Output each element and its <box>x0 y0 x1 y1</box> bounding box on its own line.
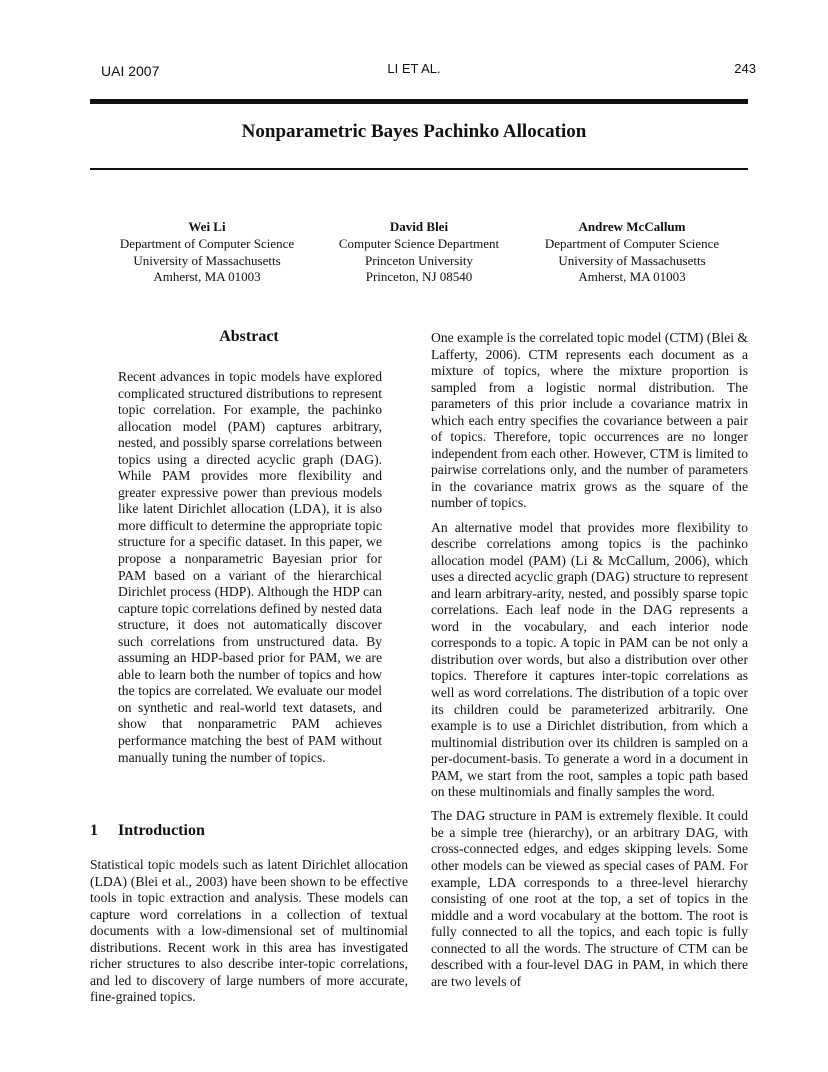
author-name: David Blei <box>389 219 449 234</box>
author-affiliation-line: Princeton, NJ 08540 <box>365 269 473 285</box>
author-name: Andrew McCallum <box>578 219 686 234</box>
author-block <box>309 219 529 286</box>
author-block <box>522 219 742 286</box>
running-header-authors: LI ET AL. <box>387 61 441 76</box>
body-paragraph: One example is the correlated topic model (CTM) (Blei & Lafferty, 2006). CTM represents each document as a mixture of topics, where the mixture proportion is sampled from a logistic normal distribution. The parameters of this prior include a covariance matrix in which each entry specifies the covariance between a pair of topics. Therefore, topic occurrences are no longer independent from each other. However, CTM is limited to pairwise correlations only, and the number of parameters in the covariance matrix grows as the square of the number of topics. <box>431 330 748 511</box>
author-affiliation-line: Department of Computer Science <box>544 235 720 251</box>
title-rule-bottom <box>90 168 748 170</box>
author-affiliation-line: Amherst, MA 01003 <box>578 269 686 285</box>
author-name: Wei Li <box>188 219 226 234</box>
abstract-text: Recent advances in topic models have explored complicated structured distributions to represent topic correlation. For example, the pachinko allocation model (PAM) captures arbitrary, nested, and possibly sparse correlations between topics using a directed acyclic graph (DAG). While PAM provides more flexibility and greater expressive power than previous models like latent Dirichlet allocation (LDA), it is also more difficult to determine the appropriate topic structure for a specific dataset. In this paper, we propose a nonparametric Bayesian prior for PAM based on a variant of the hierarchical Dirichlet process (HDP). Although the HDP can capture topic correlations defined by nested data structure, it does not automatically discover such correlations from unstructured data. By assuming an HDP-based prior for PAM, we are able to learn both the number of topics and how the topics are correlated. We evaluate our model on synthetic and real-world text datasets, and show that nonparametric PAM achieves performance matching the best of PAM without manually tuning the number of topics. <box>118 369 382 765</box>
section-title: Introduction <box>118 822 205 839</box>
body-paragraph: An alternative model that provides more flexibility to describe correlations among topics is the pachinko allocation model (PAM) (Li & McCallum, 2006), which uses a directed acyclic graph (DAG) structure to represent and learn arbitrary-arity, nested, and possibly sparse topic correlations. Each leaf node in the DAG represents a word in the vocabulary, and each interior node corresponds to a topic. A topic in PAM can be not only a distribution over words, but also a distribution over other topics. Therefore it captures inter-topic correlations as well as word correlations. The distribution of a topic over its children could be parameterized arbitrarily. One example is to use a Dirichlet distribution, from which a multinomial distribution over its children is sampled on a per-document-basis. To generate a word in a document in PAM, we start from the root, samples a topic path based on these multinomials and finally samples the word. <box>431 519 748 800</box>
author-affiliation-line: Department of Computer Science <box>119 235 295 251</box>
title-rule-top <box>90 99 748 104</box>
section-heading-introduction <box>90 822 205 840</box>
page-number: 243 <box>734 61 756 76</box>
author-affiliation-line: Amherst, MA 01003 <box>153 269 261 285</box>
running-header-venue: UAI 2007 <box>101 63 160 79</box>
author-block <box>97 219 317 286</box>
introduction-paragraph: Statistical topic models such as latent Dirichlet allocation (LDA) (Blei et al., 2003) have been shown to be effective tools in topic extraction and analysis. These models can capture word correlations in a collection of textual documents with a low-dimensional set of multinomial distributions. Recent work in this area has investigated richer structures to also describe inter-topic correlations, and led to discovery of large numbers of more accurate, fine-grained topics. <box>90 857 408 1005</box>
author-affiliation-line: University of Massachusetts <box>558 252 706 268</box>
section-number: 1 <box>90 822 98 839</box>
author-affiliation-line: Computer Science Department <box>338 235 500 251</box>
paper-title: Nonparametric Bayes Pachinko Allocation <box>241 121 587 142</box>
author-affiliation-line: Princeton University <box>365 252 473 268</box>
body-paragraph: The DAG structure in PAM is extremely flexible. It could be a simple tree (hierarchy), or an arbitrary DAG, with cross-connected edges, and edges skipping levels. Some other models can be viewed as special cases of PAM. For example, LDA corresponds to a three-level hierarchy consisting of one root at the top, a set of topics in the middle and a word vocabulary at the bottom. The root is fully connected to all the topics, and each topic is fully connected to all the words. The structure of CTM can be described with a four-level DAG in PAM, in which there are two levels of <box>431 808 748 989</box>
right-column <box>431 330 748 998</box>
abstract-heading: Abstract <box>219 328 279 345</box>
author-affiliation-line: University of Massachusetts <box>133 252 281 268</box>
